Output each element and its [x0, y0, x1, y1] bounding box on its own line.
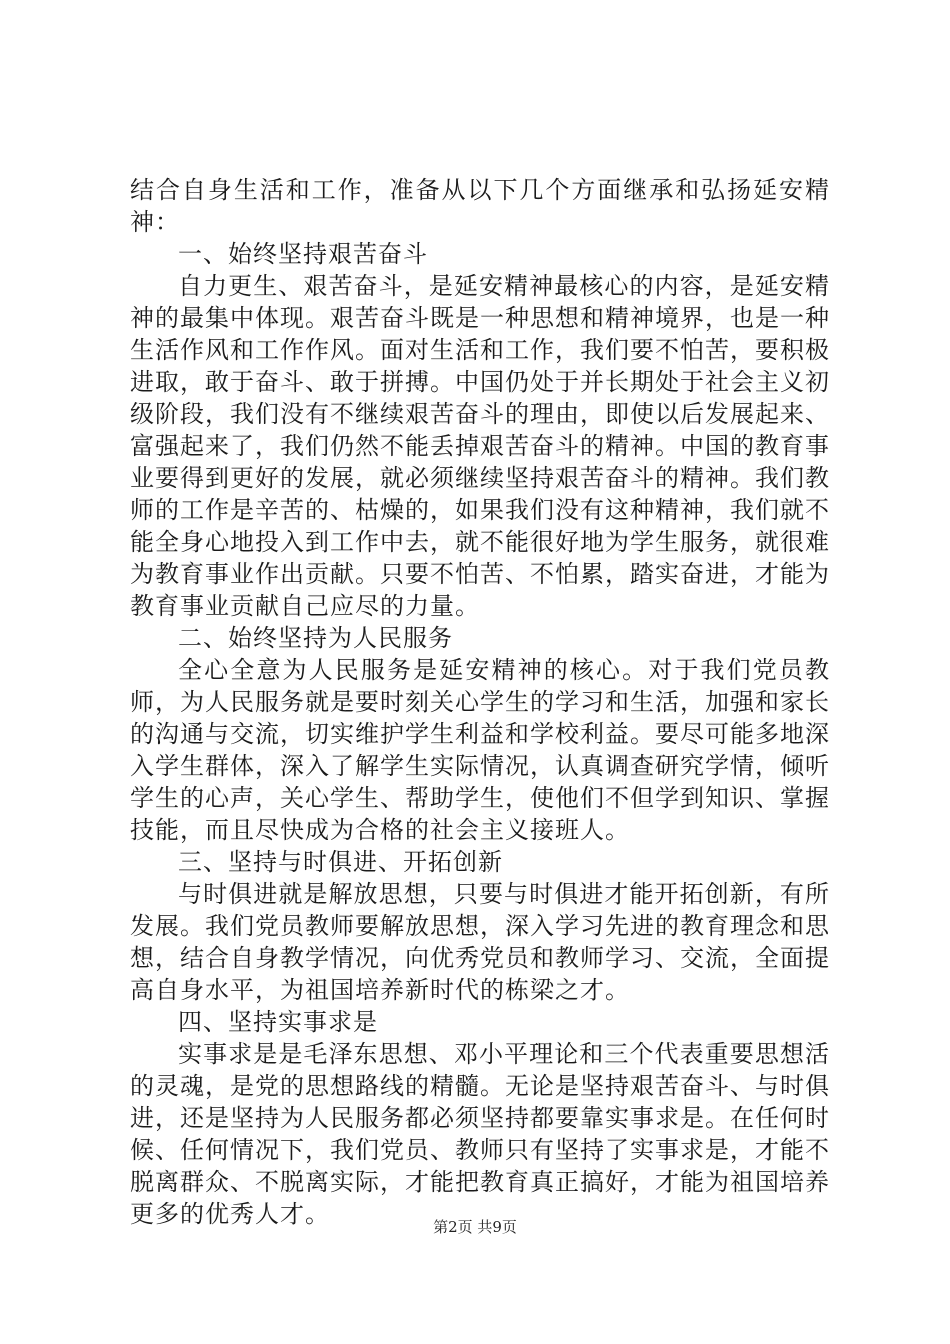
section-heading: 一、始终坚持艰苦奋斗	[178, 240, 428, 268]
section-paragraph: 自力更生、艰苦奋斗，是延安精神最核心的内容，是延安精神的最集中体现。艰苦奋斗既是一种思想和精神境界，也是一种生活作风和工作作风。面对生活和工作，我们要不怕苦，要积极进取，敢于奋斗、敢于拼搏。中国仍处于并长期处于社会主义初级阶段，我们没有不继续艰苦奋斗的理由，即使以后发展起来、富强起来了，我们仍然不能丢掉艰苦奋斗的精神。中国的教育事业要得到更好的发展，就必须继续坚持艰苦奋斗的精神。我们教师的工作是辛苦的、枯燥的，如果我们没有这种精神，我们就不能全身心地投入到工作中去，就不能很好地为学生服务，就很难为教育事业作出贡献。只要不怕苦、不怕累，踏实奋进，才能为教育事业贡献自己应尽的力量。	[130, 272, 830, 620]
page-number-footer: 第2页 共9页	[433, 1218, 517, 1236]
section-heading: 三、坚持与时俱进、开拓创新	[178, 848, 503, 876]
section-paragraph: 全心全意为人民服务是延安精神的核心。对于我们党员教师，为人民服务就是要时刻关心学生的学习和生活，加强和家长的沟通与交流，切实维护学生利益和学校利益。要尽可能多地深入学生群体，深入了解学生实际情况，认真调查研究学情，倾听学生的心声，关心学生、帮助学生，使他们不但学到知识、掌握技能，而且尽快成为合格的社会主义接班人。	[130, 656, 830, 844]
section-heading: 四、坚持实事求是	[178, 1008, 378, 1036]
document-body	[130, 174, 830, 1230]
intro-paragraph: 结合自身生活和工作，准备从以下几个方面继承和弘扬延安精神：	[130, 176, 830, 236]
section-paragraph: 与时俱进就是解放思想，只要与时俱进才能开拓创新，有所发展。我们党员教师要解放思想，深入学习先进的教育理念和思想，结合自身教学情况，向优秀党员和教师学习、交流，全面提高自身水平，为祖国培养新时代的栋梁之才。	[130, 880, 830, 1004]
section-heading: 二、始终坚持为人民服务	[178, 624, 453, 652]
section-paragraph: 实事求是是毛泽东思想、邓小平理论和三个代表重要思想活的灵魂，是党的思想路线的精髓。无论是坚持艰苦奋斗、与时俱进，还是坚持为人民服务都必须坚持都要靠实事求是。在任何时候、任何情况下，我们党员、教师只有坚持了实事求是，才能不脱离群众、不脱离实际，才能把教育真正搞好，才能为祖国培养更多的优秀人才。	[130, 1040, 830, 1228]
